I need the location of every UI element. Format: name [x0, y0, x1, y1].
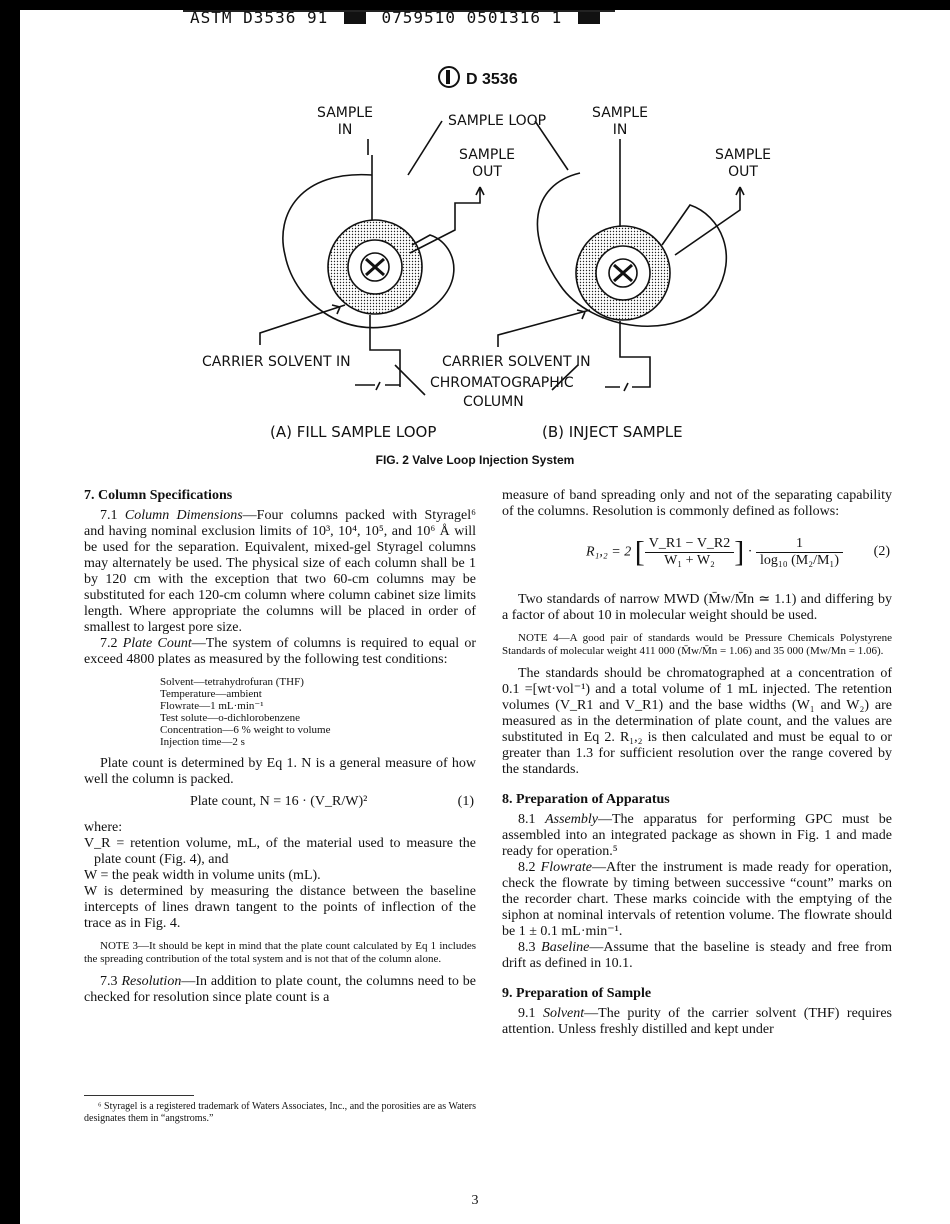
paragraph-8-1: 8.1 Assembly—The apparatus for performing GPC must be assembled into an integrated package as shown in Fig. 1 and made ready for operation.⁵: [502, 812, 893, 859]
section-7-title: 7. Column Specifications: [84, 488, 233, 503]
right-column: [502, 488, 892, 1038]
equation-2-log-numerator: 1: [756, 536, 843, 553]
resolution-continuation: measure of band spreading only and not of the separating capability of the columns. Resolution is commonly defined as follows:: [502, 488, 892, 519]
two-standards-paragraph: Two standards of narrow MWD (M̄w/M̄n ≃ 1.1) and differing by a factor of about 10 in molecular weight should be used.: [502, 592, 892, 623]
valve-loop-diagram: [180, 95, 780, 447]
condition-item: Solvent—tetrahydrofuran (THF): [160, 676, 304, 688]
paragraph-8-3: 8.3 Baseline—Assume that the baseline is steady and free from drift as defined in 10.1.: [502, 940, 893, 971]
barcode-block: [578, 12, 600, 24]
footnote-rule: [84, 1095, 194, 1096]
paragraph-9-1: 9.1 Solvent—The purity of the carrier solvent (THF) requires attention. Unless freshly distilled and kept under: [502, 1006, 892, 1037]
equation-2-bracket: [: [634, 535, 645, 569]
footnote-6: ⁶ Styragel is a registered trademark of Waters Associates, Inc., and the porosities are as Waters designates them in “angstroms.”: [84, 1101, 476, 1124]
label-sample-loop: SAMPLE LOOP: [448, 113, 547, 129]
equation-2-fraction-b: [756, 536, 843, 569]
astm-logo-icon: [438, 66, 460, 88]
equation-2-lhs: R₁,₂ = 2: [586, 544, 632, 560]
paragraph-7-2: 7.2 Plate Count—The system of columns is required to equal or exceed 4800 plates as measured by the following test conditions:: [84, 636, 476, 667]
scan-edge-left: [0, 0, 20, 1224]
definition-vr: V_R = retention volume, mL, of the material used to measure the plate count (Fig. 4), and: [84, 836, 476, 867]
equation-1: [84, 794, 476, 814]
equation-2-bracket: ]: [734, 535, 745, 569]
note-4: NOTE 4—A good pair of standards would be Pressure Chemicals Polystyrene Standards of molecular weight 411 000 (M̄w/M̄n = 1.06) and 35 000 (Mw/Mn = 1.06).: [502, 632, 892, 657]
label-inject-sample: (B) INJECT SAMPLE: [542, 423, 683, 441]
paragraph-7-3: 7.3 Resolution—In addition to plate count, the columns need to be checked for resolution since plate count is a: [84, 974, 477, 1005]
standard-number: D 3536: [466, 71, 518, 88]
equation-2-log-denominator: log₁₀ (M₂/M₁): [759, 553, 839, 568]
barcode-block: [344, 12, 366, 24]
condition-item: Concentration—6 % weight to volume: [160, 724, 331, 736]
standard-designation: [438, 66, 518, 89]
plate-count-paragraph: Plate count is determined by Eq 1. N is a general measure of how well the column is packed.: [84, 756, 476, 787]
equation-2-body: [586, 536, 843, 569]
header-serial: 0759510 0501316 1: [381, 8, 563, 27]
equation-2-numerator: V_R1 − V_R2: [645, 536, 735, 553]
equation-2: [502, 530, 892, 582]
label-column: COLUMN: [463, 394, 524, 410]
figure-caption: FIG. 2 Valve Loop Injection System: [375, 453, 575, 467]
label-sample-out-b: SAMPLE OUT: [715, 147, 771, 180]
note-3: NOTE 3—It should be kept in mind that the plate count calculated by Eq 1 includes the spreading contribution of the total system and is not that of the column alone.: [84, 940, 476, 965]
label-sample-in-b: SAMPLE IN: [592, 105, 648, 138]
equation-2-denominator: W₁ + W₂: [664, 553, 715, 568]
equation-1-body: Plate count, N = 16 · (V_R/W)²: [190, 794, 368, 809]
condition-item: Temperature—ambient: [160, 688, 262, 700]
label-sample-out-a: SAMPLE OUT: [459, 147, 515, 180]
equation-2-number: (2): [873, 544, 890, 559]
running-header: [190, 8, 605, 27]
condition-item: Test solute—o-dichlorobenzene: [160, 712, 301, 724]
condition-item: Flowrate—1 mL·min⁻¹: [160, 700, 264, 712]
paragraph-7-1: 7.1 Column Dimensions—Four columns packed with Styragel⁶ and having nominal exclusion limits of 10³, 10⁴, 10⁵, and 10⁶ Å will be used for the separation. Equivalent, mixed-gel Styragel columns may alternately be used. The physical size of each column shall be 1 by 120 cm with the exception that two 60-cm columns may be substituted for each 120-cm column where column cabinet size limits length. Where appropriate the columns will be placed in order of smallest to largest pore size.: [84, 508, 476, 635]
page-number: 3: [471, 1193, 479, 1208]
equation-2-dot: ·: [747, 544, 753, 560]
paragraph-8-2: 8.2 Flowrate—After the instrument is made ready for operation, check the flowrate by timing between successive “count” marks on the recorder chart. These marks coincide with the emptying of the siphon at nominal intervals of retention volume. The flowrate should be 1 ± 0.1 mL·min⁻¹.: [502, 860, 893, 939]
standards-paragraph: The standards should be chromatographed at a concentration of 0.1 =[wt·vol⁻¹) and a total volume of 1 mL injected. The retention volumes (V_R1 and V_R1) and the base widths (W₁ and W₂) are measured as in the determination of plate count, and the values are substituted in Eq 2. R₁,₂ is then calculated and must be equal to or greater than 1.3 for sufficient resolution over the range covered by the standards.: [502, 666, 892, 777]
section-9-title: 9. Preparation of Sample: [502, 986, 652, 1001]
label-carrier-a: CARRIER SOLVENT IN: [202, 354, 351, 370]
condition-item: Injection time—2 s: [160, 736, 245, 748]
equation-2-fraction-a: [645, 536, 735, 569]
equation-1-number: (1): [457, 794, 474, 809]
w-determination-paragraph: W is determined by measuring the distance between the baseline intercepts of lines drawn tangent to the points of inflection of the trace as in Fig. 4.: [84, 884, 476, 931]
label-chromatographic: CHROMATOGRAPHIC: [430, 375, 574, 391]
label-sample-in-a: SAMPLE IN: [317, 105, 373, 138]
header-code: ASTM D3536 91: [190, 8, 329, 27]
test-conditions: [160, 676, 476, 748]
definition-w: W = the peak width in volume units (mL).: [84, 868, 321, 883]
left-column: [84, 488, 476, 1006]
label-fill-sample-loop: (A) FILL SAMPLE LOOP: [270, 423, 437, 441]
label-carrier-b: CARRIER SOLVENT IN: [442, 354, 591, 370]
where-label: where:: [84, 820, 123, 835]
section-8-title: 8. Preparation of Apparatus: [502, 792, 670, 807]
